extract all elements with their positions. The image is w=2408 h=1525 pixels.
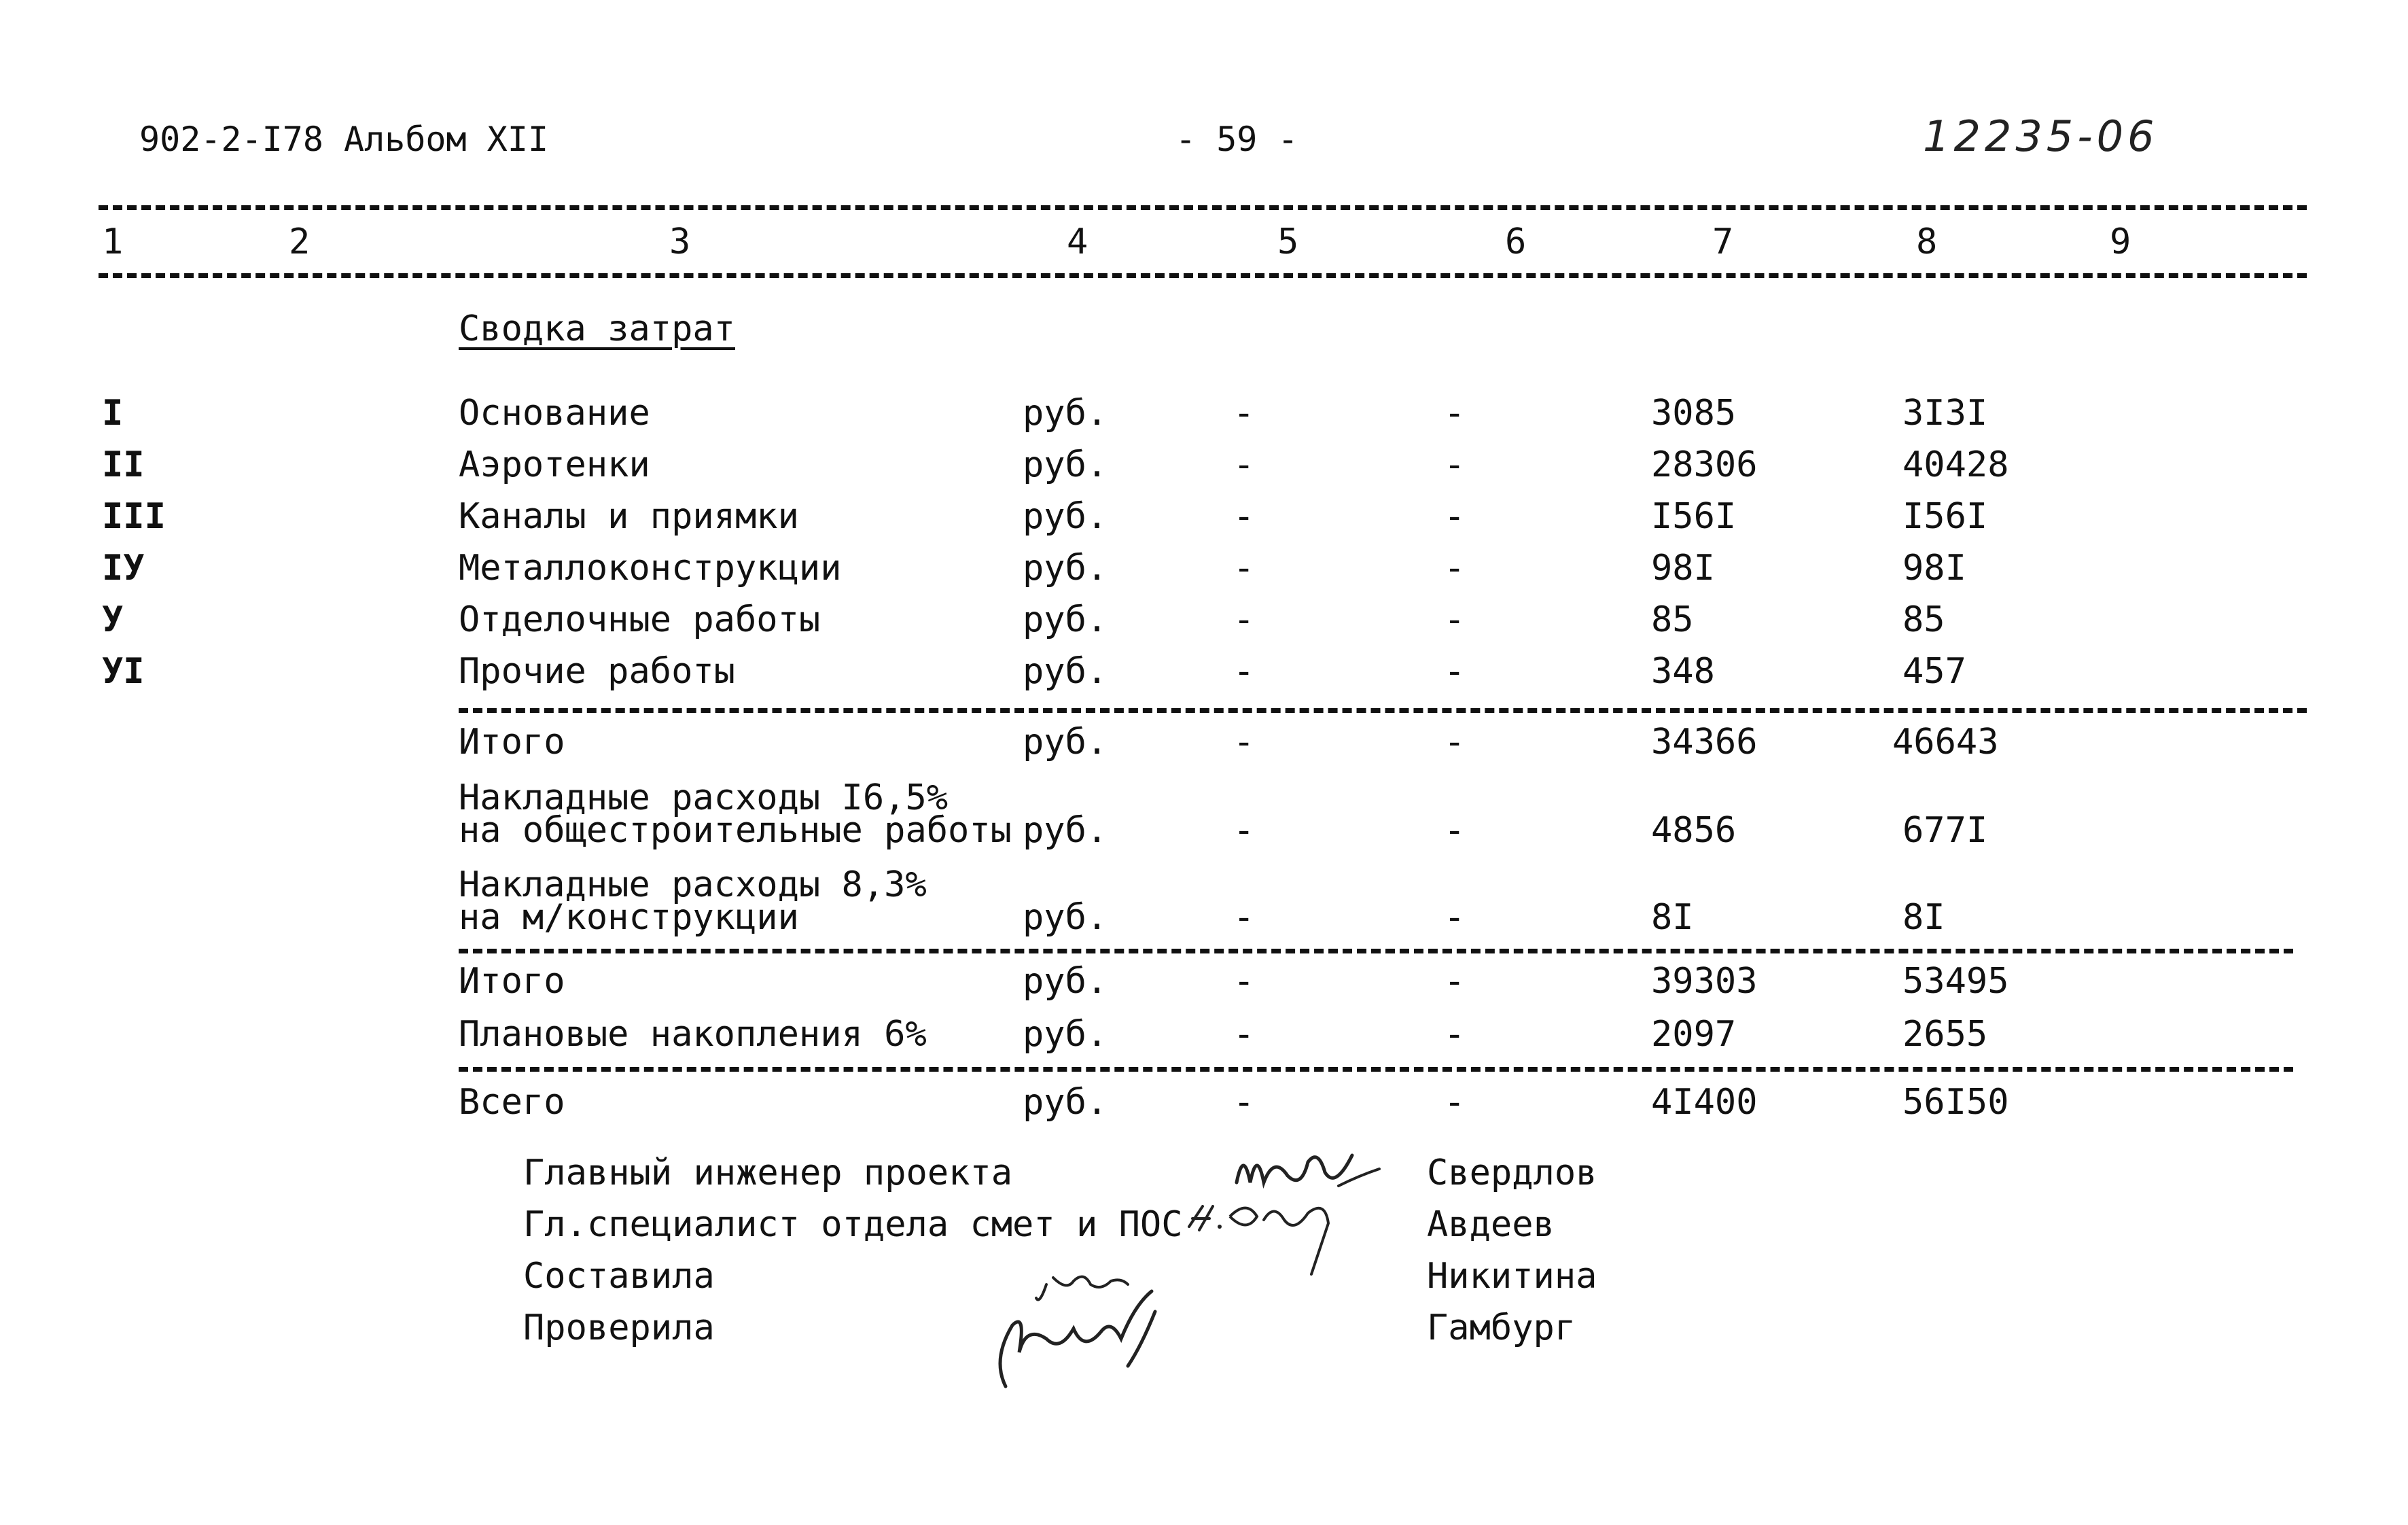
grand-total-col7: 4I400 — [1651, 1082, 1758, 1123]
total-col5: - — [1233, 722, 1255, 762]
row-col8: 98I — [1902, 548, 1966, 589]
row-name: Прочие работы — [459, 651, 735, 692]
row-col7: 85 — [1651, 599, 1694, 640]
row-col8: 457 — [1902, 651, 1966, 692]
total-col7: 39303 — [1651, 961, 1758, 1002]
row-col8: 40428 — [1902, 444, 2009, 485]
row-col6: - — [1444, 496, 1466, 537]
grand-total-rule — [459, 1067, 2293, 1072]
row-name: Аэротенки — [459, 444, 650, 485]
total-col6: - — [1444, 722, 1466, 762]
signature-name-gamburg: Гамбург — [1427, 1308, 1576, 1348]
column-number-7: 7 — [1712, 222, 1734, 262]
grand-total-col5: - — [1233, 1082, 1255, 1123]
total-col8: 53495 — [1902, 961, 2009, 1002]
row-col8: 85 — [1902, 599, 1945, 640]
signature-name-sverdlov: Свердлов — [1427, 1153, 1597, 1193]
row-col7: 98I — [1651, 548, 1715, 589]
row-number: III — [102, 496, 166, 537]
row-unit: руб. — [1023, 599, 1108, 640]
signature-role-checked: Проверила — [523, 1308, 715, 1348]
row-col6: - — [1444, 444, 1466, 485]
row-number: II — [102, 444, 145, 485]
total-name: Итого — [459, 961, 565, 1002]
row-unit: руб. — [1023, 393, 1108, 434]
total-col6: - — [1444, 961, 1466, 1002]
signature-scribble-2 — [1182, 1193, 1386, 1288]
overhead-col5: - — [1233, 810, 1255, 851]
subtotal-rule-2 — [459, 949, 2293, 953]
row-number: У — [102, 599, 124, 640]
overhead-col8: 677I — [1902, 810, 1988, 851]
grand-total-col8: 56I50 — [1902, 1082, 2009, 1123]
row-col6: - — [1444, 393, 1466, 434]
row-unit: руб. — [1023, 496, 1108, 537]
row-number: I — [102, 393, 124, 434]
overhead-col6: - — [1444, 810, 1466, 851]
row-col5: - — [1233, 496, 1255, 537]
page-number: - 59 - — [1175, 120, 1298, 159]
overhead-col8: 8I — [1902, 897, 1945, 938]
column-number-3: 3 — [669, 222, 691, 262]
row-col5: - — [1233, 393, 1255, 434]
column-number-5: 5 — [1277, 222, 1299, 262]
row-col7: 28306 — [1651, 444, 1758, 485]
planned-savings-unit: руб. — [1023, 1014, 1108, 1055]
column-number-2: 2 — [289, 222, 311, 262]
planned-savings-col7: 2097 — [1651, 1014, 1737, 1055]
column-number-6: 6 — [1505, 222, 1527, 262]
overhead-col7: 8I — [1651, 897, 1694, 938]
row-col6: - — [1444, 548, 1466, 589]
section-title: Сводка затрат — [459, 309, 735, 349]
overhead-col7: 4856 — [1651, 810, 1737, 851]
signature-role-compiled: Составила — [523, 1256, 715, 1297]
row-col8: 3I3I — [1902, 393, 1988, 434]
total-col8: 46643 — [1892, 722, 1999, 762]
total-col7: 34366 — [1651, 722, 1758, 762]
signature-name-avdeev: Авдеев — [1427, 1204, 1555, 1245]
row-unit: руб. — [1023, 548, 1108, 589]
overhead-col5: - — [1233, 897, 1255, 938]
row-col7: 348 — [1651, 651, 1715, 692]
overhead-unit: руб. — [1023, 810, 1108, 851]
column-number-8: 8 — [1916, 222, 1938, 262]
grand-total-unit: руб. — [1023, 1082, 1108, 1123]
row-number: УI — [102, 651, 145, 692]
planned-savings-col6: - — [1444, 1014, 1466, 1055]
row-col8: I56I — [1902, 496, 1988, 537]
column-number-4: 4 — [1067, 222, 1088, 262]
grand-total-col6: - — [1444, 1082, 1466, 1123]
row-col6: - — [1444, 599, 1466, 640]
row-name: Отделочные работы — [459, 599, 821, 640]
total-col5: - — [1233, 961, 1255, 1002]
overhead-name-line2: на м/конструкции — [459, 897, 799, 938]
row-col5: - — [1233, 444, 1255, 485]
row-unit: руб. — [1023, 444, 1108, 485]
row-col5: - — [1233, 548, 1255, 589]
planned-savings-col5: - — [1233, 1014, 1255, 1055]
row-col5: - — [1233, 599, 1255, 640]
overhead-name-line1: Накладные расходы 8,3% — [459, 864, 927, 905]
row-name: Металлоконструкции — [459, 548, 842, 589]
row-col7: I56I — [1651, 496, 1737, 537]
overhead-name-line2: на общестроительные работы — [459, 810, 1012, 851]
header-rule-bottom — [99, 273, 2307, 278]
planned-savings-col8: 2655 — [1902, 1014, 1988, 1055]
row-unit: руб. — [1023, 651, 1108, 692]
row-number: IУ — [102, 548, 145, 589]
handwritten-archive-number: 12235-06 — [1923, 111, 2159, 161]
column-number-9: 9 — [2110, 222, 2131, 262]
row-col6: - — [1444, 651, 1466, 692]
total-unit: руб. — [1023, 722, 1108, 762]
document-code: 902-2-I78 Альбом XII — [139, 120, 549, 159]
subtotal-rule-1 — [459, 708, 2307, 713]
header-rule-top — [99, 205, 2307, 210]
row-name: Основание — [459, 393, 650, 434]
overhead-name-line1: Накладные расходы I6,5% — [459, 777, 949, 818]
signature-role-chief-engineer: Главный инженер проекта — [523, 1153, 1013, 1193]
signature-role-estimates-specialist: Гл.специалист отдела смет и ПОС — [523, 1204, 1183, 1245]
row-name: Каналы и приямки — [459, 496, 799, 537]
total-name: Итого — [459, 722, 565, 762]
overhead-unit: руб. — [1023, 897, 1108, 938]
signature-name-nikitina: Никитина — [1427, 1256, 1597, 1297]
planned-savings-name: Плановые накопления 6% — [459, 1014, 927, 1055]
overhead-col6: - — [1444, 897, 1466, 938]
total-unit: руб. — [1023, 961, 1108, 1002]
grand-total-name: Всего — [459, 1082, 565, 1123]
row-col7: 3085 — [1651, 393, 1737, 434]
column-number-1: 1 — [102, 222, 124, 262]
signature-scribble-3 — [965, 1264, 1182, 1400]
row-col5: - — [1233, 651, 1255, 692]
